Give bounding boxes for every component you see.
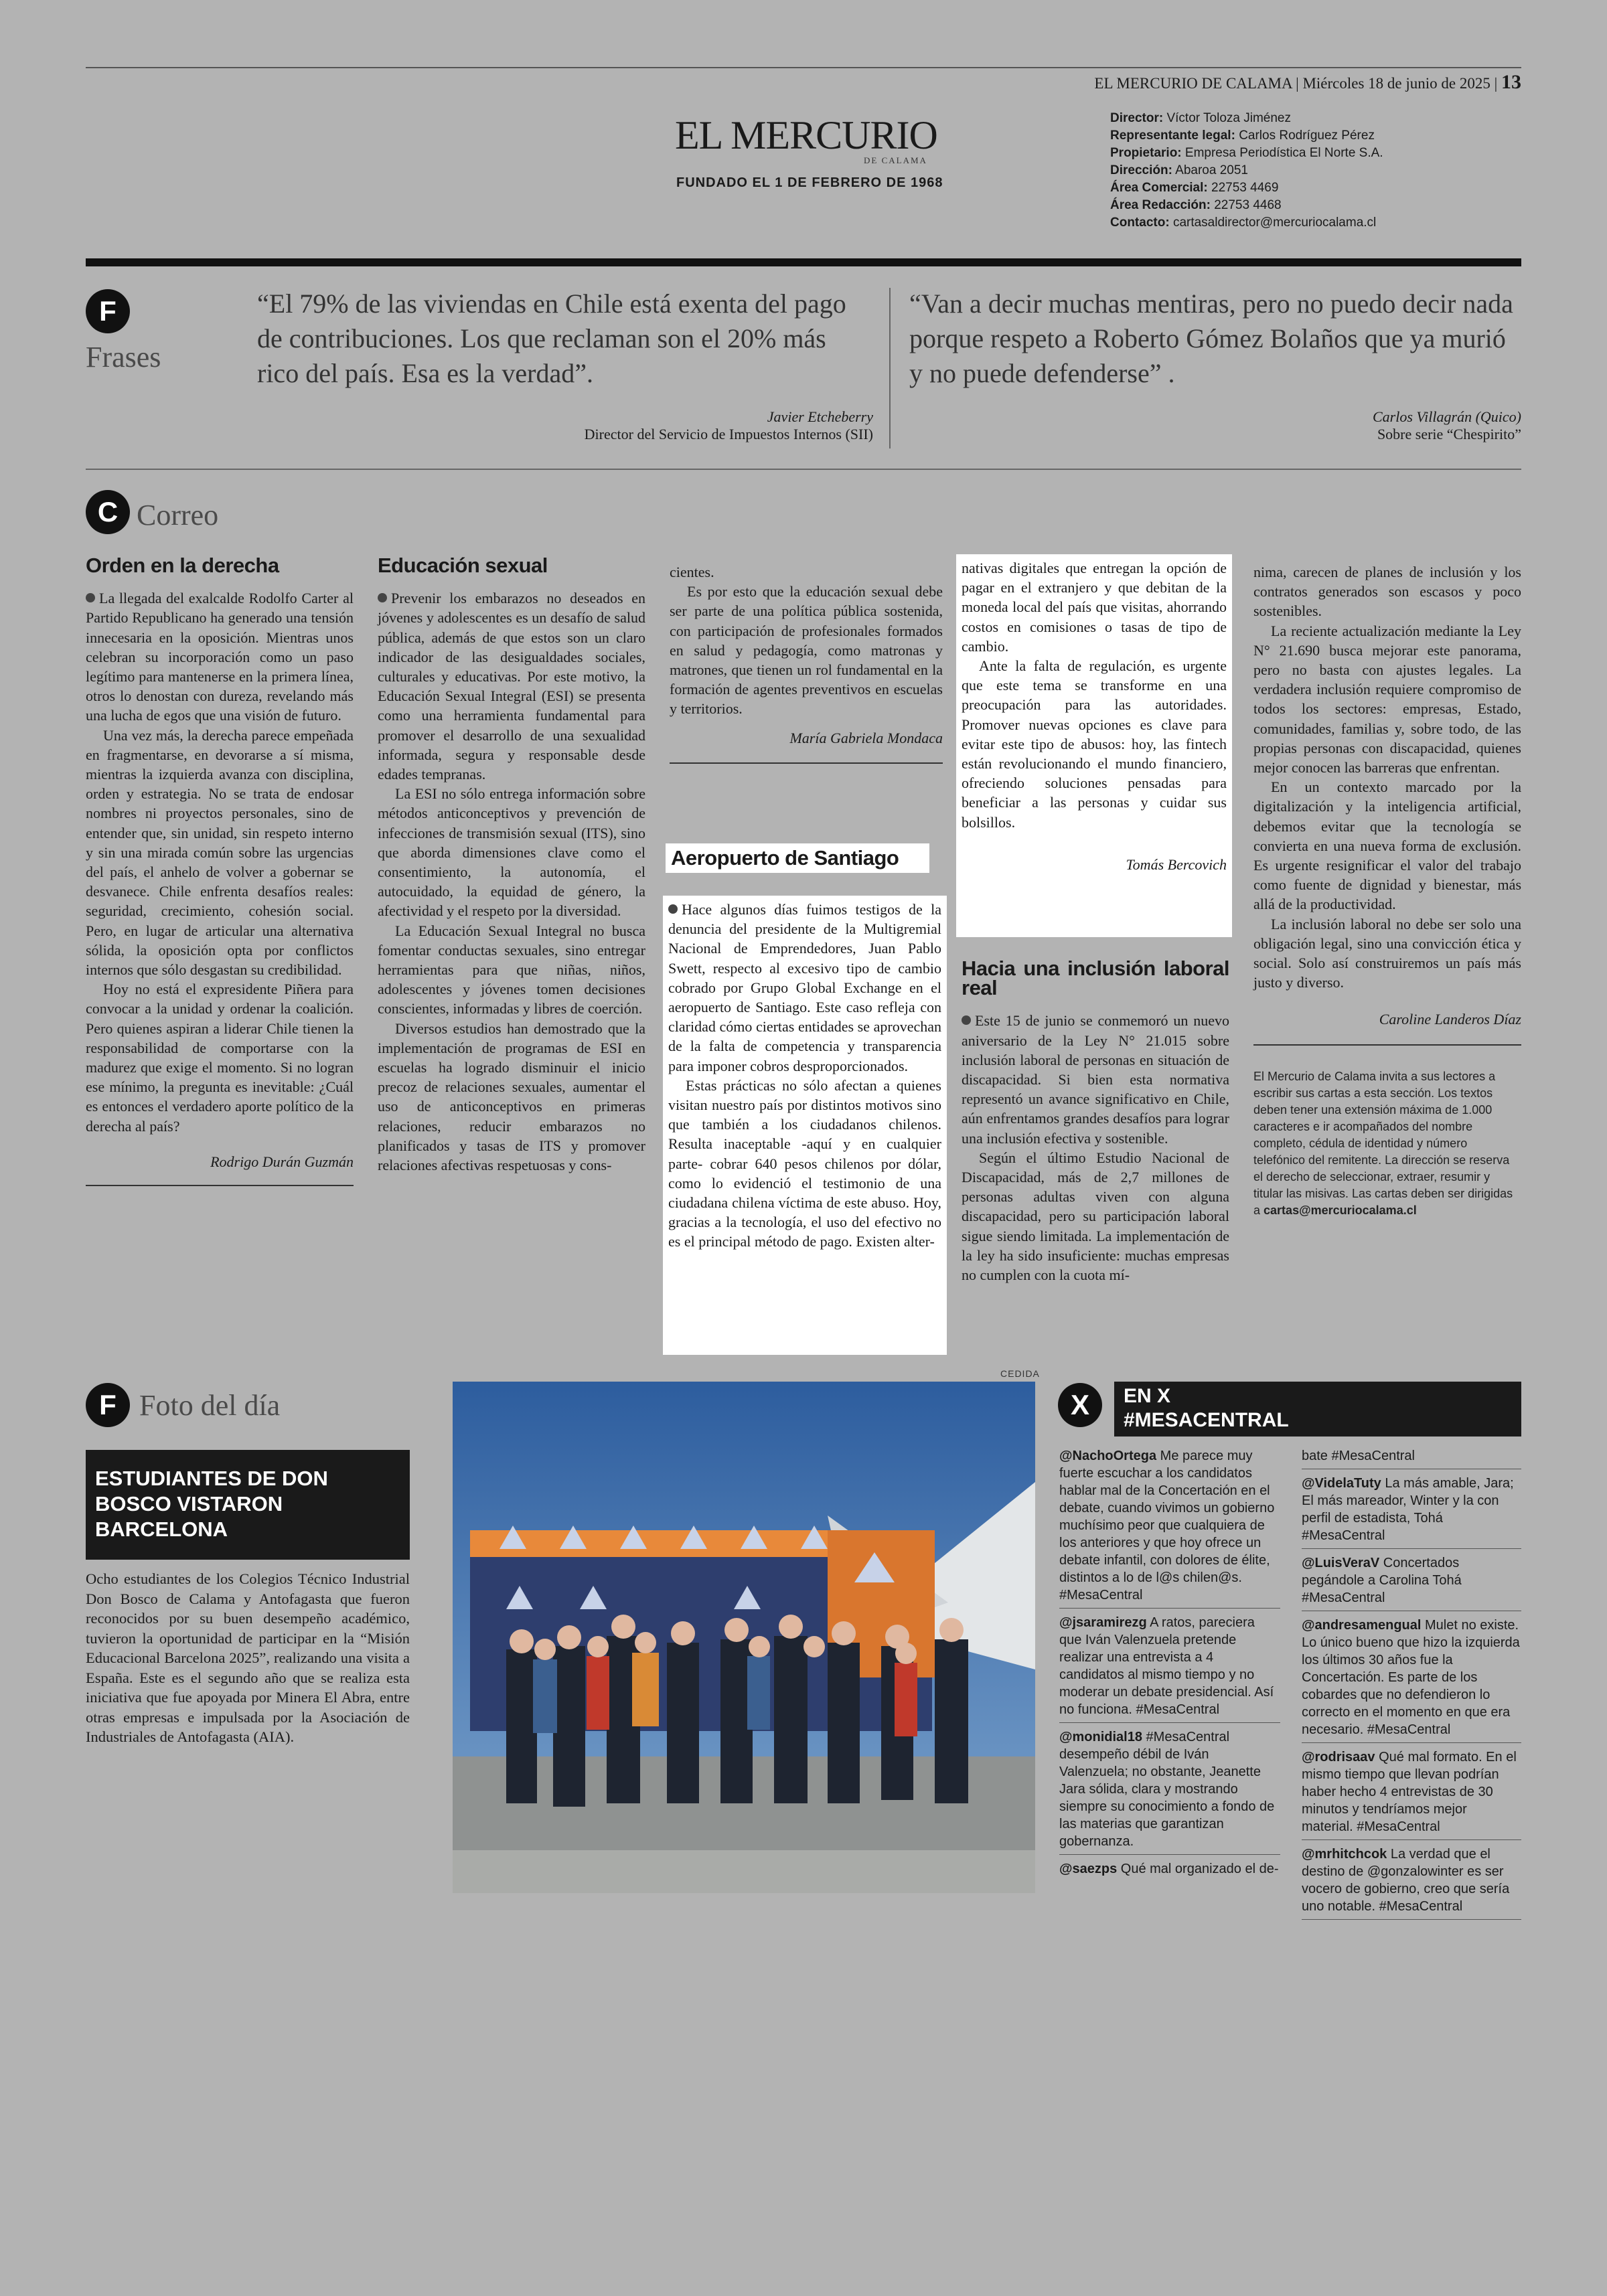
letters-policy-note: El Mercurio de Calama invita a sus lectores a escribir sus cartas a esta sección. Los textos deben tener una extensión máxima de 1.000 caracteres e ir acompañados del nombre completo, cédula de identidad y número telefónico del remitente. La dirección se reserva el derecho de seleccionar, extraer, resumir y titular las misivas. Las cartas deben ser dirigidas a cartas@mercuriocalama.cl — [1253, 1069, 1513, 1217]
letter-end-rule — [1253, 1044, 1521, 1046]
masthead: EL MERCURIO — [675, 113, 937, 157]
letter-paragraph: Prevenir los embarazos no deseados en jóvenes y adolescentes es un desafío de salud pública, además de que estos son un claro indicador de las desigualdades sociales, culturales y educativas. Por este motivo, la Educación Sexual Integral (ESI) se presenta como una herramienta fundamental para promover el desarrollo de una sexualidad informada, segura y responsable desde edades tempranas. — [378, 590, 645, 783]
bullet-icon — [86, 593, 95, 602]
letter-paragraph: Estas prácticas no sólo afectan a quienes visitan nuestro país por distintos motivos sino que también a los ciudadanos chilenos. Resulta inaceptable -aquí y en cualquier parte- cobrar 640 pesos chilenos por dólar, como lo evidenció el testimonio de una ciudadana chilena víctima de este abuso. Hoy, gracias a la tecnología, el uso del efectivo no es el principal método de pago. Existen alter- — [668, 1076, 941, 1250]
letter-paragraph: La Educación Sexual Integral no busca fomentar conductas sexuales, sino entregar herramientas para que niñas, niños, adolescentes y jóvenes tomen decisiones conscientes, informadas y libres de coerción. — [378, 922, 645, 1017]
tweet-handle: @NachoOrtega — [1059, 1449, 1157, 1463]
letter-paragraph: La reciente actualización mediante la Ley N° 21.690 busca mejorar este panorama, pero no basta con ajustes legales. La verdadera inclusión requiere compromiso de todos los sectores: empresas, Estado, comunidades, familias y, sobre todo, de las propias personas con discapacidad, quienes mejor conocen las barreras que enfrentan. — [1253, 622, 1521, 776]
letter-paragraph: La llegada del exalcalde Rodolfo Carter al Partido Republicano ha generado una tensión innecesaria en la oposición. Mientras unos celebran su incorporación como un paso legítimo para mantenerse en la primera línea, otros lo denostan con dureza, revelando más una lucha de egos que una visión de futuro. — [86, 590, 354, 724]
folio-paper: EL MERCURIO DE CALAMA — [1094, 75, 1292, 92]
tweet — [1302, 1475, 1521, 1549]
letter-paragraph: Este 15 de junio se conmemoró un nuevo aniversario de la Ley N° 21.015 sobre inclusión laboral de personas en situación de discapacidad. Si bien esta normativa representó un avance significativo en Chile, aún enfrentamos grandes desafíos para lograr una inclusión efectiva y sostenible. — [962, 1012, 1229, 1147]
tweet-handle: @LuisVeraV — [1302, 1556, 1380, 1570]
tweet-handle: @VidelaTuty — [1302, 1476, 1381, 1491]
staff-row: Área Comercial: 22753 4469 — [1110, 181, 1279, 195]
tweet — [1059, 1728, 1280, 1855]
quote-1-attribution — [257, 408, 873, 443]
tweet — [1302, 1554, 1521, 1611]
tweet-text: La verdad que el destino de @gonzalowinter es ser vocero de gobierno, creo que sería uno notable. #MesaCentral — [1302, 1847, 1510, 1914]
tweet-text: Mulet no existe. Lo único bueno que hizo la izquierda los últimos 30 años fue la Concertación. Es parte de los cobardes que no defendieron lo correcto en el momento en que era necesario. #MesaCentral — [1302, 1618, 1520, 1737]
x-panel-header — [1114, 1382, 1521, 1437]
tweets-left-column — [1059, 1447, 1280, 1878]
staff-row: Propietario: Empresa Periodística El Norte S.A. — [1110, 146, 1383, 160]
letter-aeropuerto-continued — [956, 554, 1232, 937]
quote-author: Carlos Villagrán (Quico) — [1372, 408, 1521, 425]
letter-paragraph: La inclusión laboral no debe ser solo una obligación legal, sino una convicción ética y social. Solo así construiremos un país más justo y diverso. — [1253, 915, 1521, 991]
quote-2: “Van a decir muchas mentiras, pero no puedo decir nada porque respeto a Roberto Gómez Bolaños que ya murió y no puede defenderse” . — [909, 289, 1513, 388]
bullet-icon — [962, 1015, 971, 1025]
header-thick-rule — [86, 258, 1521, 266]
tweet — [1059, 1447, 1280, 1609]
letter-end-rule — [86, 1185, 354, 1186]
letter-headline: Educación sexual — [378, 554, 548, 577]
tweet — [1302, 1748, 1521, 1840]
letter-paragraph: nativas digitales que entregan la opción de pagar en el extranjero y que debitan de la moneda local del país que visitas, ahorrando costos en comisiones o tasas de tipo de cambio. — [962, 560, 1227, 655]
photo-headline-banner: ESTUDIANTES DE DON BOSCO VISTARON BARCELONA — [86, 1450, 410, 1560]
founded-line: FUNDADO EL 1 DE FEBRERO DE 1968 — [676, 175, 943, 190]
letter-headline: Hacia una inclusión laboral real — [962, 957, 1229, 1000]
letter-headline-aeropuerto: Aeropuerto de Santiago — [666, 843, 929, 873]
letter-paragraph: Hace algunos días fuimos testigos de la denuncia del presidente de la Multigremial Nacional de Emprendedores, Juan Pablo Swett, respecto al excesivo tipo de cambio cobrado por Grupo Global Exchange en el aeropuerto de Santiago. Este caso refleja con claridad cómo ciertas entidades se aprovechan de la falta de competencia y transparencia para imponer cobros desproporcionados. — [668, 901, 941, 1074]
tweet-handle: @monidial18 — [1059, 1730, 1142, 1744]
header-top-rule — [86, 67, 1521, 68]
foto-title: Foto del día — [139, 1389, 281, 1422]
section-rule — [86, 469, 1521, 470]
tweet-text: #MesaCentral desempeño débil de Iván Valenzuela; no obstante, Jeanette Jara sólida, clara y mostrando siempre su conocimiento a fondo de las materias que garantizan gobernanza. — [1059, 1730, 1275, 1849]
letters-email: cartas@mercuriocalama.cl — [1264, 1203, 1417, 1217]
tweet-handle: @andresamengual — [1302, 1618, 1422, 1633]
staff-row: Dirección: Abaroa 2051 — [1110, 163, 1248, 177]
tweet-text: La más amable, Jara; El más mareador, Winter y la con perfil de estadista, Tohá #MesaCentral — [1302, 1476, 1514, 1543]
letter-paragraph: Es por esto que la educación sexual debe ser parte de una política pública sostenida, con participación de profesionales formados en salud y pedagogía, como matronas y matrones, que tienen un rol fundamental en la formación de agentes preventivos en escuelas y territorios. — [670, 583, 943, 718]
quote-role: Director del Servicio de Impuestos Internos (SII) — [584, 426, 873, 442]
tweet — [1059, 1860, 1280, 1878]
letter-paragraph: Diversos estudios han demostrado que la implementación de programas de ESI en escuelas ha logrado disminuir el inicio precoz de relaciones sexuales, aumentar el uso de anticonceptivos en primeras relaciones, reducir embarazos no planificados y tasas de ITS y promover relaciones afectivas respetuosas y cons- — [378, 1019, 645, 1174]
letter-paragraph: Según el último Estudio Nacional de Discapacidad, más de 2,7 millones de personas adultas viven con alguna discapacidad, pero su participación laboral sigue siendo limitada. La implementación de la ley ha sido insuficiente: muchas empresas no cumplen con la cuota mí- — [962, 1149, 1229, 1284]
folio-page-number: 13 — [1501, 71, 1521, 93]
folio-date: Miércoles 18 de junio de 2025 — [1302, 75, 1490, 92]
x-panel-title-line1: EN X — [1124, 1385, 1171, 1407]
letter-paragraph: En un contexto marcado por la digitalización y la inteligencia artificial, debemos evitar que la tecnología se convierta en una nueva forma de exclusión. Es urgente resignificar el valor del trabajo como fuente de dignidad y bienestar, más allá de la productividad. — [1253, 778, 1521, 913]
letter-paragraph: cientes. — [670, 564, 714, 580]
page-folio: EL MERCURIO DE CALAMA | Miércoles 18 de junio de 2025 | 13 — [1094, 71, 1521, 93]
masthead-sub: DE CALAMA — [864, 155, 927, 165]
tweets-right-column — [1302, 1447, 1521, 1925]
letter-inclusion-laboral — [962, 959, 1229, 1285]
quote-author: Javier Etcheberry — [767, 408, 873, 425]
tweet — [1302, 1447, 1521, 1469]
letter-paragraph: Hoy no está el expresidente Piñera para convocar a la unidad y ordenar la coalición. Pero quienes aspiran a liderar Chile tienen la responsabilidad de comportarse con la madurez que exige el momento. Si no logran ese mínimo, la pregunta es inevitable: ¿Cuál es entonces el verdadero aporte político de la derecha al país? — [86, 981, 354, 1135]
bullet-icon — [378, 593, 387, 602]
letter-signature: Rodrigo Durán Guzmán — [210, 1153, 354, 1170]
bullet-icon — [668, 904, 678, 914]
tweet-text: Qué mal formato. En el mismo tiempo que llevan podrían haber hecho 4 entrevistas de 30 minutos y tendríamos mejor material. #MesaCentral — [1302, 1750, 1517, 1834]
correo-title: Correo — [137, 499, 219, 531]
letter-aeropuerto — [663, 896, 947, 1355]
tweet-text: A ratos, pareciera que Iván Valenzuela pretende realizar una entrevista a 4 candidatos al mismo tiempo y no moderar un debate presidencial. Así no funciona. #MesaCentral — [1059, 1615, 1274, 1717]
quote-role: Sobre serie “Chespirito” — [1377, 426, 1521, 442]
staff-row: Director: Víctor Toloza Jiménez — [1110, 111, 1291, 125]
letter-paragraph: La ESI no sólo entrega información sobre métodos anticonceptivos y prevención de infecciones de transmisión sexual (ITS), sino que aborda dimensiones clave como el consentimiento, la autonomía, el autocuidado, la equidad de género, la afectividad y el respeto por la diversidad. — [378, 785, 645, 920]
tweet-handle: @mrhitchcok — [1302, 1847, 1387, 1862]
tweet-text: Concertados pegándole a Carolina Tohá #MesaCentral — [1302, 1556, 1462, 1605]
staff-row: Representante legal: Carlos Rodríguez Pérez — [1110, 129, 1375, 143]
tweet-handle: @saezps — [1059, 1862, 1118, 1876]
quote-1: “El 79% de las viviendas en Chile está exenta del pago de contribuciones. Los que reclaman son el 20% más rico del país. Esa es la verdad”. — [257, 289, 846, 388]
letter-orden-derecha — [86, 556, 354, 1186]
tweet-text: Qué mal organizado el de- — [1120, 1862, 1279, 1876]
letter-paragraph: nima, carecen de planes de inclusión y los contratos generados son escasos y poco sostenibles. — [1253, 564, 1521, 620]
letter-continuation-col3 — [670, 562, 943, 764]
group-photo — [453, 1382, 1035, 1893]
tweet-text: Me parece muy fuerte escuchar a los candidatos hablar mal de la Concertación en el debate, cuando vivimos un gobierno muchísimo peor que cualquiera de los anteriores y que hoy ofrece un debate infantil, con dolores de élite, distintos a lo de l@s chilen@s. #MesaCentral — [1059, 1449, 1275, 1603]
quote-2-attribution — [909, 408, 1521, 443]
letter-continuation-col5 — [1253, 562, 1521, 1219]
frases-badge-icon: F — [86, 289, 130, 333]
letter-signature: Caroline Landeros Díaz — [1379, 1011, 1521, 1028]
staff-row: Área Redacción: 22753 4468 — [1110, 198, 1282, 212]
tweet — [1302, 1846, 1521, 1920]
frases-title: Frases — [86, 341, 161, 374]
photo-caption: Ocho estudiantes de los Colegios Técnico Industrial Don Bosco de Calama y Antofagasta que fueron reconocidos por su buen desempeño académico, tuvieron la oportunidad de participar en la “Misión Educacional Barcelona 2025”, realizando una visita a España. Este es el segundo año que se realiza esta iniciativa que fue apoyada por Minera El Abra, entre otras empresas e impulsada por la Asociación de Industriales de Antofagasta (AIA). — [86, 1570, 410, 1745]
tweet-handle: @jsaramirezg — [1059, 1615, 1147, 1630]
tweet — [1059, 1614, 1280, 1723]
letter-paragraph: Ante la falta de regulación, es urgente que este tema se transforme en una preocupación para las autoridades. Promover nuevas opciones es clave para evitar este tipo de abusos: hoy, las fintech están revolucionando el mundo financiero, ofreciendo soluciones pensadas para beneficiar a las personas y cuidar sus bolsillos. — [962, 657, 1227, 831]
x-panel-title-line2: #MESACENTRAL — [1124, 1409, 1289, 1431]
tweet-handle: @rodrisaav — [1302, 1750, 1375, 1765]
correo-badge-icon: C — [86, 490, 130, 534]
letter-signature: Tomás Bercovich — [1126, 855, 1227, 873]
tweet — [1302, 1617, 1521, 1743]
staff-row: Contacto: cartasaldirector@mercuriocalama.cl — [1110, 216, 1377, 230]
letter-educacion-sexual — [378, 556, 645, 1175]
photo-credit: CEDIDA — [1000, 1368, 1040, 1379]
foto-badge-icon: F — [86, 1383, 130, 1427]
staff-box — [1110, 110, 1383, 232]
letter-end-rule — [670, 762, 943, 764]
letter-headline: Orden en la derecha — [86, 554, 279, 577]
tweet-text: bate #MesaCentral — [1302, 1449, 1415, 1463]
letter-paragraph: Una vez más, la derecha parece empeñada en fragmentarse, en devorarse a sí misma, mientras la izquierda avanza con disciplina, orden y estrategia. No se trata de endosar nombres ni proyectos personales, sino de entender que, sin unidad, sin respeto interno y sin una mirada común sobre las urgencias del país, el anhelo de volver a gobernar se desvanece. Chile enfrenta desafíos reales: seguridad, crecimiento, cohesión social. Pero, en lugar de articular una alternativa sólida, la oposición opta por conflictos internos que sólo desgastan su credibilidad. — [86, 726, 354, 979]
x-badge-icon: X — [1058, 1383, 1102, 1427]
quote-divider — [889, 288, 891, 448]
letter-signature: María Gabriela Mondaca — [789, 729, 943, 746]
